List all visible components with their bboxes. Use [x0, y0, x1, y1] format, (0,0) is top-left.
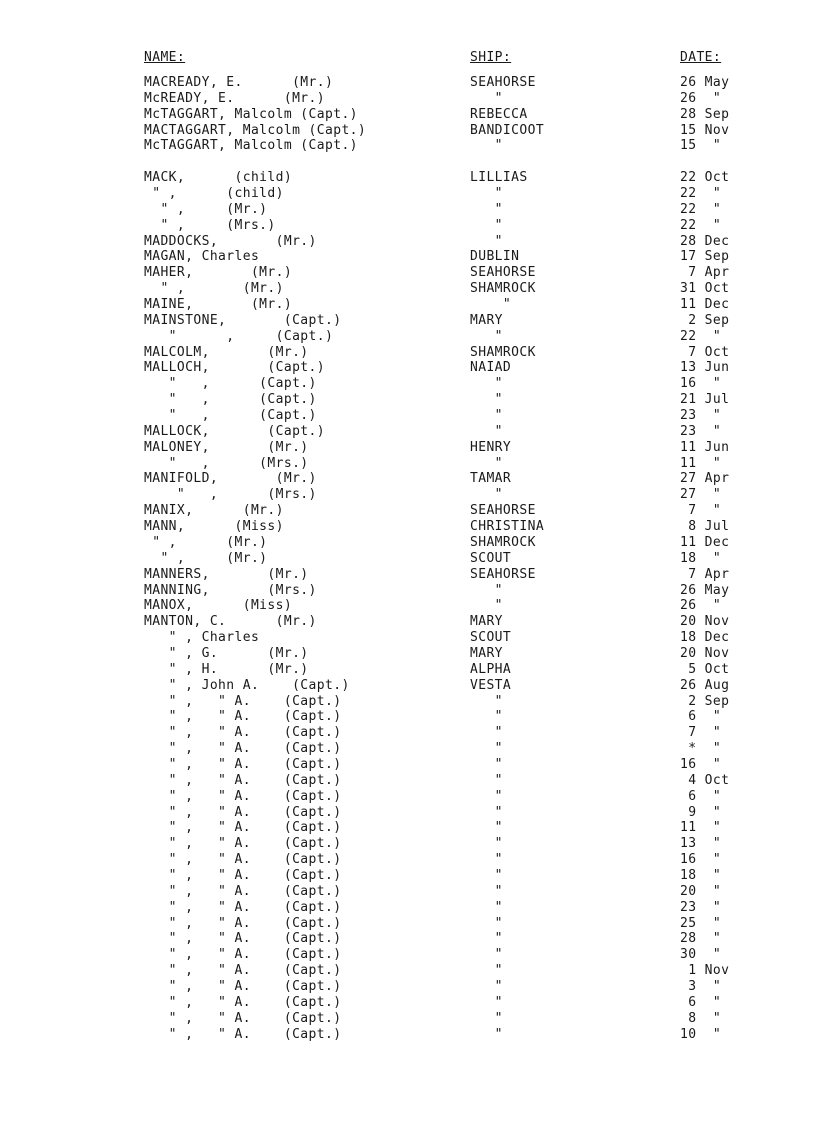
list-item — [0, 614, 816, 630]
name-cell: " , " A. (Capt.) — [144, 1026, 342, 1042]
list-item — [0, 741, 816, 757]
date-cell: 22 " — [680, 201, 722, 217]
list-item — [0, 202, 816, 218]
date-cell: 22 " — [680, 328, 722, 344]
list-item — [0, 963, 816, 979]
ship-cell: " — [470, 741, 503, 757]
date-cell: 7 " — [680, 725, 722, 741]
ship-cell: BANDICOOT — [470, 122, 545, 138]
list-item — [0, 884, 816, 900]
list-item — [0, 979, 816, 995]
ship-cell: " — [470, 899, 503, 915]
name-cell: MACREADY, E. (Mr.) — [144, 75, 334, 90]
date-cell: 5 Oct — [680, 661, 730, 677]
list-item — [0, 789, 816, 805]
list-item — [0, 757, 816, 773]
name-cell: " , (Capt.) — [144, 328, 334, 344]
ship-cell: " — [470, 725, 503, 741]
list-item — [0, 947, 816, 963]
ship-cell: " — [470, 598, 503, 614]
list-item — [0, 218, 816, 234]
date-cell: 13 " — [680, 836, 722, 852]
name-cell: MANIFOLD, (Mr.) — [144, 471, 317, 487]
list-item — [0, 868, 816, 884]
column-header-date: DATE: — [680, 50, 722, 65]
name-cell: MAINE, (Mr.) — [144, 297, 293, 313]
name-cell: " , (Mr.) — [144, 201, 268, 217]
date-cell: 10 " — [680, 1026, 722, 1042]
date-cell: 6 " — [680, 709, 722, 725]
ship-cell: SCOUT — [470, 550, 512, 566]
date-cell: 21 Jul — [680, 392, 730, 408]
list-item — [0, 662, 816, 678]
name-cell: " , " A. (Capt.) — [144, 725, 342, 741]
ship-cell: " — [470, 820, 503, 836]
name-cell: " , (Mrs.) — [144, 217, 276, 233]
list-item — [0, 900, 816, 916]
ship-cell: " — [470, 392, 503, 408]
date-cell: 26 May — [680, 582, 730, 598]
name-cell: " , " A. (Capt.) — [144, 741, 342, 757]
name-cell: MACTAGGART, Malcolm (Capt.) — [144, 122, 367, 138]
date-cell: 30 " — [680, 947, 722, 963]
date-cell: 3 " — [680, 978, 722, 994]
name-cell: " , (Mrs.) — [144, 487, 317, 503]
ship-cell: SEAHORSE — [470, 265, 536, 281]
date-cell: 26 May — [680, 75, 730, 90]
name-cell: " , (Mr.) — [144, 534, 268, 550]
list-item — [0, 916, 816, 932]
date-cell: 22 " — [680, 186, 722, 202]
name-cell: " , " A. (Capt.) — [144, 915, 342, 931]
ship-cell: TAMAR — [470, 471, 512, 487]
list-item — [0, 551, 816, 567]
date-cell: 22 Oct — [680, 170, 730, 186]
list-item — [0, 678, 816, 694]
name-cell: MANN, (Miss) — [144, 519, 284, 535]
ship-cell: " — [470, 709, 503, 725]
ship-cell: " — [470, 772, 503, 788]
ship-cell: " — [470, 217, 503, 233]
name-cell: " , H. (Mr.) — [144, 661, 309, 677]
list-item — [0, 297, 816, 313]
date-cell: 28 Dec — [680, 233, 730, 249]
list-item — [0, 138, 816, 154]
list-item — [0, 170, 816, 186]
date-cell: 16 " — [680, 852, 722, 868]
list-item — [0, 535, 816, 551]
date-cell: 7 " — [680, 503, 722, 519]
name-cell: MANTON, C. (Mr.) — [144, 614, 317, 630]
ship-cell: " — [470, 1010, 503, 1026]
date-cell: 25 " — [680, 915, 722, 931]
list-item — [0, 440, 816, 456]
ship-cell: SHAMROCK — [470, 344, 536, 360]
date-cell: 16 " — [680, 376, 722, 392]
date-cell: 23 " — [680, 899, 722, 915]
ship-cell: " — [470, 423, 503, 439]
name-cell: " , " A. (Capt.) — [144, 994, 342, 1010]
ship-cell: " — [470, 756, 503, 772]
name-cell: " , (Mr.) — [144, 281, 284, 297]
date-cell: 18 Dec — [680, 630, 730, 646]
date-cell: 11 Jun — [680, 439, 730, 455]
name-cell: " , " A. (Capt.) — [144, 867, 342, 883]
list-item — [0, 471, 816, 487]
date-cell: 13 Jun — [680, 360, 730, 376]
list-item — [0, 281, 816, 297]
date-cell: 11 Dec — [680, 534, 730, 550]
name-cell: " , " A. (Capt.) — [144, 709, 342, 725]
date-cell: 26 " — [680, 90, 722, 106]
ship-cell: " — [470, 138, 503, 154]
date-cell: 6 " — [680, 994, 722, 1010]
name-cell: " , (Capt.) — [144, 376, 317, 392]
date-cell: 7 Apr — [680, 566, 730, 582]
date-cell: 22 " — [680, 217, 722, 233]
ship-cell: SEAHORSE — [470, 75, 536, 90]
list-item — [0, 646, 816, 662]
date-cell: 2 Sep — [680, 693, 730, 709]
name-cell: MAGAN, Charles — [144, 249, 260, 265]
ship-cell: " — [470, 201, 503, 217]
list-item — [0, 329, 816, 345]
list-item — [0, 392, 816, 408]
name-cell: " , " A. (Capt.) — [144, 947, 342, 963]
ship-cell: " — [470, 455, 503, 471]
date-cell: 31 Oct — [680, 281, 730, 297]
name-cell: " , G. (Mr.) — [144, 645, 309, 661]
ship-cell: LILLIAS — [470, 170, 528, 186]
name-cell: " , " A. (Capt.) — [144, 693, 342, 709]
name-cell: MAHER, (Mr.) — [144, 265, 293, 281]
date-cell: 7 Oct — [680, 344, 730, 360]
ship-cell: SEAHORSE — [470, 566, 536, 582]
name-cell: McTAGGART, Malcolm (Capt.) — [144, 106, 358, 122]
list-item — [0, 487, 816, 503]
ship-cell: SEAHORSE — [470, 503, 536, 519]
list-item — [0, 424, 816, 440]
list-item — [0, 75, 816, 91]
ship-cell: " — [470, 582, 503, 598]
date-cell: 15 Nov — [680, 122, 730, 138]
name-cell: " , (Mr.) — [144, 550, 268, 566]
ship-cell: " — [470, 408, 503, 424]
name-cell: MAINSTONE, (Capt.) — [144, 312, 342, 328]
ship-cell: " — [470, 883, 503, 899]
list-item — [0, 376, 816, 392]
name-cell: " , " A. (Capt.) — [144, 772, 342, 788]
ship-cell: " — [470, 297, 512, 313]
ship-cell: " — [470, 788, 503, 804]
list-item — [0, 408, 816, 424]
list-item — [0, 123, 816, 139]
date-cell: 6 " — [680, 788, 722, 804]
date-cell: 20 Nov — [680, 614, 730, 630]
list-item — [0, 567, 816, 583]
list-item — [0, 313, 816, 329]
list-item — [0, 1027, 816, 1043]
list-item — [0, 931, 816, 947]
list-item — [0, 186, 816, 202]
ship-cell: " — [470, 376, 503, 392]
list-item — [0, 91, 816, 107]
ship-cell: NAIAD — [470, 360, 512, 376]
date-cell: 9 " — [680, 804, 722, 820]
ship-cell: " — [470, 487, 503, 503]
ship-cell: " — [470, 90, 503, 106]
name-cell: " , " A. (Capt.) — [144, 931, 342, 947]
name-cell: " , (Mrs.) — [144, 455, 309, 471]
list-item — [0, 820, 816, 836]
ship-cell: " — [470, 915, 503, 931]
list-item — [0, 249, 816, 265]
name-cell: " , (Capt.) — [144, 408, 317, 424]
ship-cell: " — [470, 867, 503, 883]
ship-cell: " — [470, 994, 503, 1010]
ship-cell: VESTA — [470, 677, 512, 693]
name-cell: " , (Capt.) — [144, 392, 317, 408]
name-cell: " , " A. (Capt.) — [144, 963, 342, 979]
date-cell: 11 " — [680, 820, 722, 836]
date-cell: 15 " — [680, 138, 722, 154]
list-item — [0, 503, 816, 519]
ship-cell: " — [470, 186, 503, 202]
list-item — [0, 725, 816, 741]
date-cell: 20 " — [680, 883, 722, 899]
ship-cell: " — [470, 1026, 503, 1042]
list-item — [0, 836, 816, 852]
ship-cell: " — [470, 852, 503, 868]
name-cell: MALLOCH, (Capt.) — [144, 360, 325, 376]
column-header-ship: SHIP: — [470, 50, 512, 65]
list-item — [0, 1011, 816, 1027]
name-cell: " , Charles — [144, 630, 260, 646]
ship-cell: " — [470, 963, 503, 979]
list-item — [0, 234, 816, 250]
list-item — [0, 995, 816, 1011]
list-item — [0, 345, 816, 361]
ship-cell: SCOUT — [470, 630, 512, 646]
list-item — [0, 265, 816, 281]
name-cell: " , " A. (Capt.) — [144, 756, 342, 772]
name-cell: MANIX, (Mr.) — [144, 503, 284, 519]
date-cell: 4 Oct — [680, 772, 730, 788]
ship-cell: " — [470, 978, 503, 994]
ship-cell: " — [470, 804, 503, 820]
name-cell: MADDOCKS, (Mr.) — [144, 233, 317, 249]
list-item — [0, 360, 816, 376]
date-cell: 7 Apr — [680, 265, 730, 281]
date-cell: 28 " — [680, 931, 722, 947]
ship-cell: " — [470, 931, 503, 947]
date-cell: 26 Aug — [680, 677, 730, 693]
date-cell: 8 Jul — [680, 519, 730, 535]
ship-cell: MARY — [470, 312, 503, 328]
name-cell: MACK, (child) — [144, 170, 293, 186]
name-cell: " , " A. (Capt.) — [144, 836, 342, 852]
date-cell: 17 Sep — [680, 249, 730, 265]
list-item — [0, 773, 816, 789]
date-cell: 11 " — [680, 455, 722, 471]
name-cell: " , " A. (Capt.) — [144, 804, 342, 820]
list-item — [0, 805, 816, 821]
name-cell: " , " A. (Capt.) — [144, 788, 342, 804]
ship-cell: " — [470, 233, 503, 249]
name-cell: MANOX, (Miss) — [144, 598, 293, 614]
name-cell: MANNERS, (Mr.) — [144, 566, 309, 582]
list-item — [0, 107, 816, 123]
date-cell: 2 Sep — [680, 312, 730, 328]
name-cell: MALLOCK, (Capt.) — [144, 423, 325, 439]
date-cell: 23 " — [680, 423, 722, 439]
ship-cell: REBECCA — [470, 106, 528, 122]
ship-cell: " — [470, 836, 503, 852]
date-cell: 28 Sep — [680, 106, 730, 122]
name-cell: " , (child) — [144, 186, 284, 202]
name-cell: MALCOLM, (Mr.) — [144, 344, 309, 360]
name-cell: " , " A. (Capt.) — [144, 883, 342, 899]
date-cell: 27 " — [680, 487, 722, 503]
ship-cell: SHAMROCK — [470, 534, 536, 550]
name-cell: " , " A. (Capt.) — [144, 1010, 342, 1026]
name-cell: MALONEY, (Mr.) — [144, 439, 309, 455]
ship-cell: " — [470, 693, 503, 709]
list-item — [0, 852, 816, 868]
list-item — [0, 694, 816, 710]
name-cell: " , John A. (Capt.) — [144, 677, 350, 693]
list-item — [0, 583, 816, 599]
date-cell: * " — [680, 741, 722, 757]
name-cell: McTAGGART, Malcolm (Capt.) — [144, 138, 358, 154]
date-cell: 26 " — [680, 598, 722, 614]
date-cell: 16 " — [680, 756, 722, 772]
list-item — [0, 456, 816, 472]
ship-cell: SHAMROCK — [470, 281, 536, 297]
date-cell: 18 " — [680, 550, 722, 566]
name-cell: MANNING, (Mrs.) — [144, 582, 317, 598]
date-cell: 1 Nov — [680, 963, 730, 979]
name-cell: " , " A. (Capt.) — [144, 978, 342, 994]
date-cell: 11 Dec — [680, 297, 730, 313]
list-item — [0, 519, 816, 535]
record-list — [0, 75, 816, 1042]
list-item — [0, 154, 816, 170]
ship-cell: " — [470, 328, 503, 344]
name-cell: " , " A. (Capt.) — [144, 820, 342, 836]
name-cell: " , " A. (Capt.) — [144, 899, 342, 915]
date-cell: 18 " — [680, 867, 722, 883]
list-item — [0, 630, 816, 646]
name-cell: " , " A. (Capt.) — [144, 852, 342, 868]
date-cell: 23 " — [680, 408, 722, 424]
date-cell: 27 Apr — [680, 471, 730, 487]
ship-cell: CHRISTINA — [470, 519, 545, 535]
list-item — [0, 709, 816, 725]
ship-cell: " — [470, 947, 503, 963]
ship-cell: MARY — [470, 614, 503, 630]
name-cell: McREADY, E. (Mr.) — [144, 90, 325, 106]
ship-cell: HENRY — [470, 439, 512, 455]
column-header-name: NAME: — [144, 50, 186, 65]
ship-cell: DUBLIN — [470, 249, 520, 265]
list-item — [0, 598, 816, 614]
ship-cell: MARY — [470, 645, 503, 661]
ship-cell: ALPHA — [470, 661, 512, 677]
date-cell: 8 " — [680, 1010, 722, 1026]
date-cell: 20 Nov — [680, 645, 730, 661]
